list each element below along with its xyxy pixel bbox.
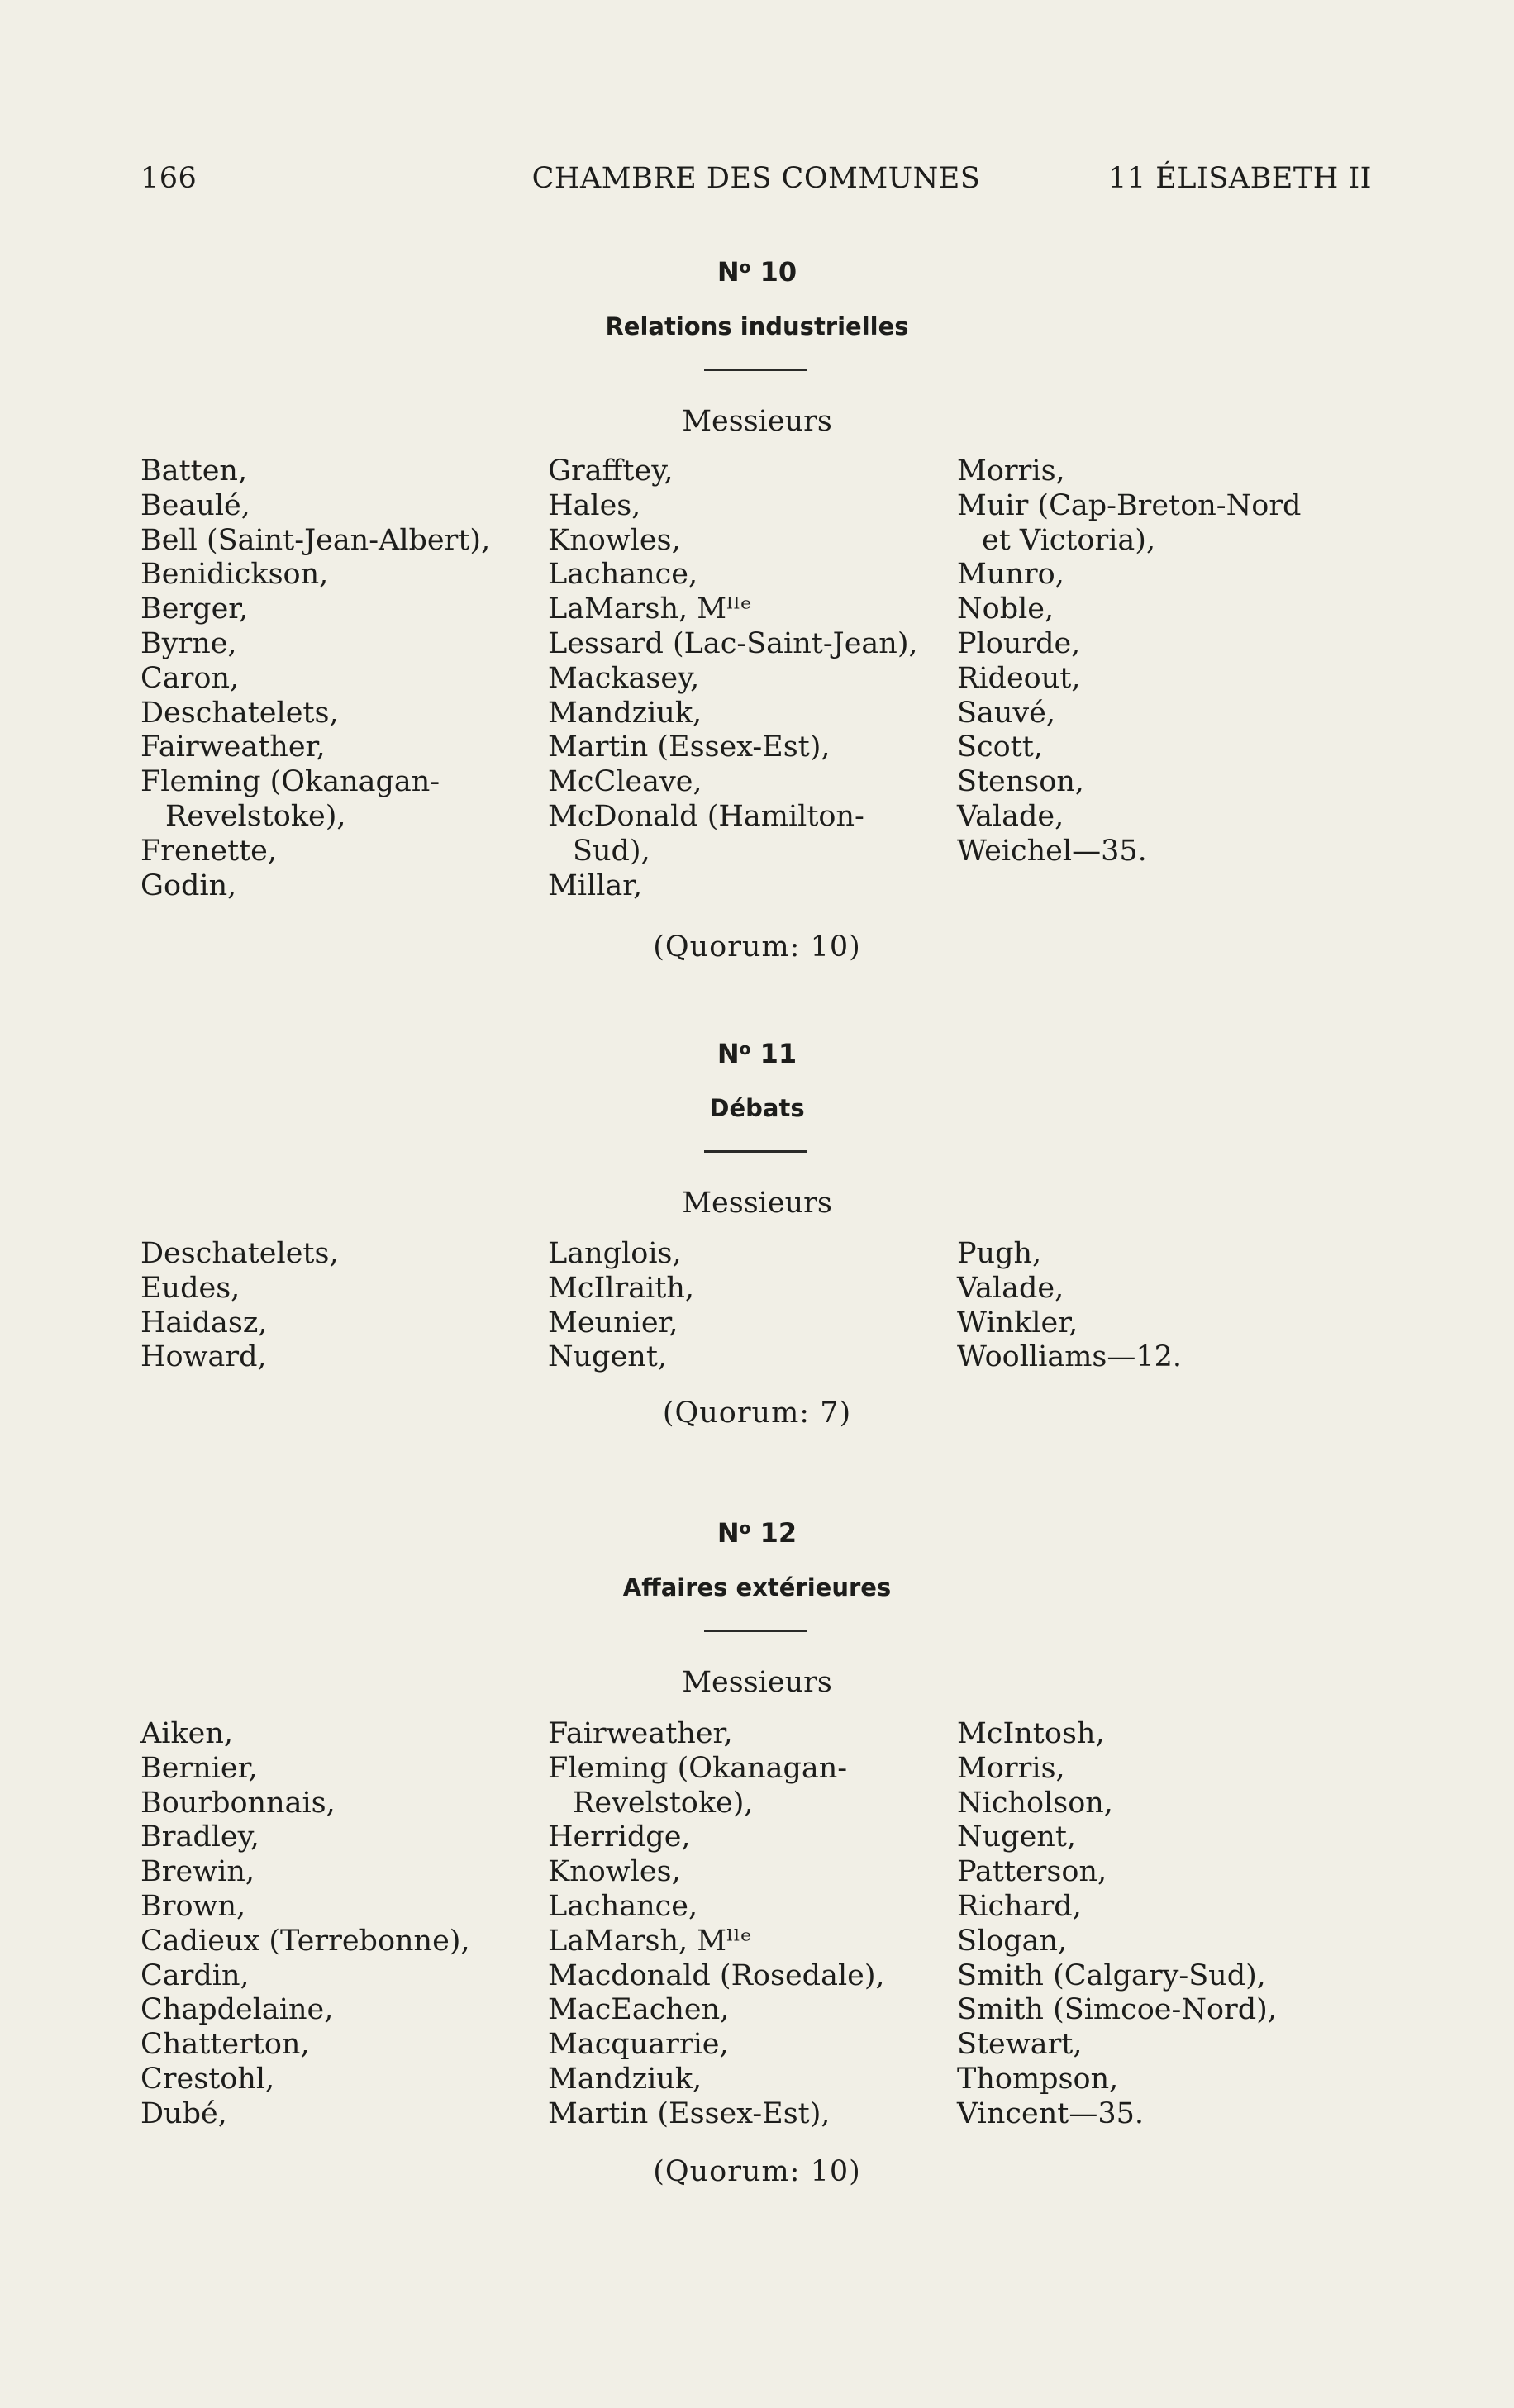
member-name: Deschatelets, bbox=[140, 1237, 339, 1270]
member-name: Brown, bbox=[140, 1889, 246, 1923]
member-name: Weichel—35. bbox=[957, 834, 1147, 868]
member-name: Godin, bbox=[140, 868, 237, 902]
members-heading: Messieurs bbox=[682, 405, 832, 438]
member-name: Morris, bbox=[957, 1751, 1065, 1785]
member-name: Fleming (Okanagan- bbox=[140, 765, 440, 799]
quorum-note: (Quorum: 10) bbox=[653, 2155, 861, 2188]
member-column-3 bbox=[957, 1717, 1277, 2132]
member-name-continued: Revelstoke), bbox=[573, 1786, 754, 1820]
section-divider bbox=[704, 1150, 807, 1153]
members-heading: Messieurs bbox=[682, 1187, 832, 1220]
member-column-2 bbox=[548, 454, 918, 903]
member-name: Mandziuk, bbox=[548, 2062, 702, 2096]
member-name: Berger, bbox=[140, 592, 249, 626]
member-column-2 bbox=[548, 1237, 694, 1375]
member-name: Mandziuk, bbox=[548, 696, 702, 730]
member-name: Haidasz, bbox=[140, 1306, 268, 1340]
member-name: Nicholson, bbox=[957, 1786, 1113, 1820]
member-name: Beaulé, bbox=[140, 488, 250, 522]
member-name: Plourde, bbox=[957, 626, 1081, 660]
member-name: Rideout, bbox=[957, 661, 1081, 695]
member-name: Macquarrie, bbox=[548, 2028, 729, 2062]
member-name: Noble, bbox=[957, 592, 1055, 626]
committee-number: $N^o$ 10 bbox=[717, 256, 797, 288]
committee-name: Débats bbox=[709, 1094, 805, 1122]
member-name: Langlois, bbox=[548, 1237, 682, 1270]
member-name: Bradley, bbox=[140, 1820, 259, 1854]
member-name: LaMarsh, Mˡˡᵉ bbox=[548, 592, 752, 626]
member-name: Frenette, bbox=[140, 834, 277, 868]
member-name: Fairweather, bbox=[548, 1717, 733, 1750]
committee-number: $N^o$ 12 bbox=[717, 1517, 797, 1549]
section-divider bbox=[704, 1630, 807, 1632]
member-name: Nugent, bbox=[957, 1820, 1077, 1854]
member-name: Bernier, bbox=[140, 1751, 258, 1785]
member-name: Eudes, bbox=[140, 1271, 240, 1305]
member-name: Woolliams—12. bbox=[957, 1340, 1183, 1374]
section-divider bbox=[704, 369, 807, 371]
member-name: Slogan, bbox=[957, 1924, 1068, 1958]
member-name: Aiken, bbox=[140, 1717, 234, 1750]
member-name: Mackasey, bbox=[548, 661, 700, 695]
member-name: Pugh, bbox=[957, 1237, 1042, 1270]
member-column-1 bbox=[140, 1717, 470, 2132]
member-name: Munro, bbox=[957, 558, 1064, 592]
members-heading: Messieurs bbox=[682, 1666, 832, 1699]
committee-number: $N^o$ 11 bbox=[717, 1038, 797, 1069]
quorum-note: (Quorum: 7) bbox=[662, 1397, 852, 1430]
member-name: Fairweather, bbox=[140, 730, 326, 764]
member-column-1 bbox=[140, 1237, 339, 1375]
member-name: Grafftey, bbox=[548, 454, 674, 488]
member-name: Knowles, bbox=[548, 1855, 681, 1889]
member-name: Cadieux (Terrebonne), bbox=[140, 1924, 470, 1958]
member-name-continued: Revelstoke), bbox=[165, 799, 346, 833]
member-name-continued: et Victoria), bbox=[982, 523, 1156, 557]
member-name: Lessard (Lac-Saint-Jean), bbox=[548, 626, 918, 660]
member-name: Bell (Saint-Jean-Albert), bbox=[140, 523, 491, 557]
member-name: Macdonald (Rosedale), bbox=[548, 1958, 885, 1992]
member-name: Sauvé, bbox=[957, 696, 1055, 730]
member-name: Scott, bbox=[957, 730, 1043, 764]
member-name: MacEachen, bbox=[548, 1993, 730, 2027]
member-name: Herridge, bbox=[548, 1820, 691, 1854]
page-number: 166 bbox=[140, 162, 198, 195]
member-name: Fleming (Okanagan- bbox=[548, 1751, 848, 1785]
member-name: LaMarsh, Mˡˡᵉ bbox=[548, 1924, 752, 1958]
member-name: Knowles, bbox=[548, 523, 681, 557]
member-column-2 bbox=[548, 1717, 885, 2132]
committee-name: Relations industrielles bbox=[605, 312, 909, 340]
member-name: Benidickson, bbox=[140, 558, 329, 592]
member-name: Martin (Essex-Est), bbox=[548, 730, 831, 764]
member-name: Winkler, bbox=[957, 1306, 1078, 1340]
member-name: Lachance, bbox=[548, 558, 698, 592]
member-name: Cardin, bbox=[140, 1958, 250, 1992]
member-name: McCleave, bbox=[548, 765, 702, 799]
member-name: Deschatelets, bbox=[140, 696, 339, 730]
member-name: McIlraith, bbox=[548, 1271, 694, 1305]
member-name: Crestohl, bbox=[140, 2062, 275, 2096]
member-name: Stenson, bbox=[957, 765, 1084, 799]
member-name: Batten, bbox=[140, 454, 248, 488]
member-name: Patterson, bbox=[957, 1855, 1107, 1889]
member-name: Caron, bbox=[140, 661, 240, 695]
member-name: Nugent, bbox=[548, 1340, 668, 1374]
member-column-3 bbox=[957, 454, 1301, 869]
regnal-year: 11 ÉLISABETH II bbox=[1108, 162, 1372, 195]
running-header bbox=[140, 162, 1372, 202]
member-name: Bourbonnais, bbox=[140, 1786, 336, 1820]
member-name: Brewin, bbox=[140, 1855, 255, 1889]
member-name: Martin (Essex-Est), bbox=[548, 2096, 831, 2130]
member-name: McDonald (Hamilton- bbox=[548, 799, 864, 833]
member-name-continued: Sud), bbox=[573, 834, 650, 868]
member-name: Valade, bbox=[957, 799, 1064, 833]
journal-title: CHAMBRE DES COMMUNES bbox=[531, 162, 981, 195]
member-name: Hales, bbox=[548, 488, 641, 522]
member-name: Dubé, bbox=[140, 2096, 227, 2130]
member-name: Howard, bbox=[140, 1340, 267, 1374]
member-name: Vincent—35. bbox=[957, 2096, 1144, 2130]
member-name: Millar, bbox=[548, 868, 643, 902]
member-name: Meunier, bbox=[548, 1306, 678, 1340]
member-name: Thompson, bbox=[957, 2062, 1119, 2096]
member-name: Smith (Simcoe-Nord), bbox=[957, 1993, 1277, 2027]
member-name: Stewart, bbox=[957, 2028, 1083, 2062]
member-name: Chapdelaine, bbox=[140, 1993, 334, 2027]
member-name: Smith (Calgary-Sud), bbox=[957, 1958, 1266, 1992]
member-name: McIntosh, bbox=[957, 1717, 1105, 1750]
member-name: Byrne, bbox=[140, 626, 237, 660]
member-column-1 bbox=[140, 454, 490, 903]
member-name: Chatterton, bbox=[140, 2028, 310, 2062]
member-name: Richard, bbox=[957, 1889, 1082, 1923]
committee-name: Affaires extérieures bbox=[622, 1573, 892, 1601]
member-name: Muir (Cap-Breton-Nord bbox=[957, 488, 1302, 522]
member-column-3 bbox=[957, 1237, 1182, 1375]
quorum-note: (Quorum: 10) bbox=[653, 930, 861, 964]
member-name: Valade, bbox=[957, 1271, 1064, 1305]
member-name: Lachance, bbox=[548, 1889, 698, 1923]
member-name: Morris, bbox=[957, 454, 1065, 488]
